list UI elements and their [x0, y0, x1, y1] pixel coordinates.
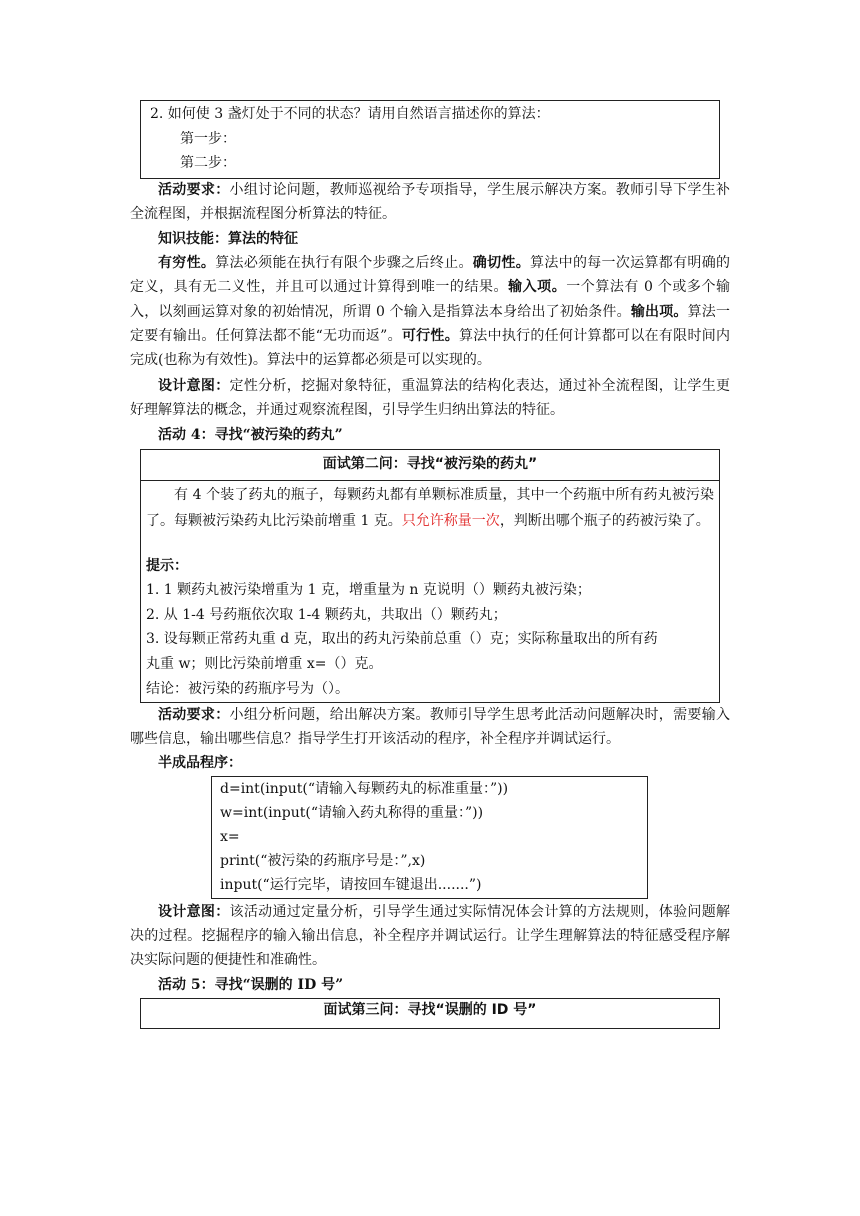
- step-two-label: 第二步：: [180, 155, 236, 171]
- algorithm-features: [130, 251, 730, 372]
- problem-text-a: 有 4 个装了药丸的瓶子，每颗药丸都有单颗标准质量，其中一个药瓶中所有药丸被污染了。每颗被污染药丸比污染前增重 1 克。: [146, 487, 714, 529]
- hint-three-b: 丸重 w；则比污染前增重 x=（）克。: [146, 656, 383, 672]
- id-box-title: 面试第三问：寻找“误删的 ID 号”: [323, 1002, 537, 1018]
- code-line: w=int(input(“请输入药丸称得的重量：”)): [220, 805, 484, 821]
- input-text: 一个算法有 0 个或多个输入，以刻画运算对象的初始情况，所谓 0 个输入是指算法本身给出了初始条件。: [130, 279, 731, 320]
- activity5-heading: 活动 5：寻找“误删的 ID 号”: [158, 977, 344, 993]
- output-label: 输出项。: [630, 303, 688, 320]
- requirement-text: 小组分析问题，给出解决方案。教师引导学生思考此活动问题解决时，需要输入哪些信息，输出哪些信息？指导学生打开该活动的程序，补全程序并调试运行。: [130, 707, 731, 747]
- code-line: input(“运行完毕，请按回车键退出.......”): [220, 877, 482, 893]
- activity4-heading: 活动 4：寻找“被污染的药丸”: [158, 427, 343, 443]
- input-label: 输入项。: [508, 279, 567, 296]
- hint-one: 1. 1 颗药丸被污染增重为 1 克，增重量为 n 克说明（）颗药丸被污染；: [146, 582, 591, 598]
- box-divider: [140, 480, 720, 481]
- weigh-once-highlight: 只允许称量一次: [401, 513, 500, 529]
- design-intent-text: 该活动通过定量分析，引导学生通过实际情况体会计算的方法规则，体验问题解决的过程。挖掘程序的输入输出信息，补全程序并调试运行。让学生理解算法的特征感受程序解决实际问题的便捷性和准确性。: [130, 904, 731, 968]
- output-text: 算法一定要有输出。任何算法都不能“无功而返”。: [130, 303, 730, 344]
- hint-two: 2. 从 1-4 号药瓶依次取 1-4 颗药丸，共取出（）颗药丸；: [146, 607, 507, 623]
- conclusion-line: 结论：被污染的药瓶序号为（）。: [146, 681, 349, 697]
- finiteness-text: 算法必须能在执行有限个步骤之后终止。: [215, 255, 473, 271]
- hint-label: 提示：: [146, 558, 188, 574]
- step-one-label: 第一步：: [180, 131, 236, 147]
- feasibility-text: 算法中执行的任何计算都可以在有限时间内完成(也称为有效性)。算法中的运算都必须是可以实现的。: [130, 327, 731, 369]
- definiteness-text: 算法中的每一次运算都有明确的定义，具有无二义性，并且可以通过计算得到唯一的结果。: [130, 255, 731, 296]
- requirement-label: 活动要求：: [158, 707, 230, 723]
- pill-problem-text: [146, 482, 714, 534]
- design-intent-label: 设计意图：: [158, 378, 230, 394]
- knowledge-heading: 知识技能：算法的特征: [158, 231, 298, 247]
- pill-box-title: 面试第二问：寻找“被污染的药丸”: [322, 456, 538, 472]
- finiteness-label: 有穷性。: [158, 255, 216, 271]
- code-line: d=int(input(“请输入每颗药丸的标准重量：”)): [220, 781, 509, 797]
- design-intent-label: 设计意图：: [158, 904, 230, 920]
- requirement-label: 活动要求：: [158, 182, 230, 198]
- activity3-design-intent: [130, 374, 730, 422]
- design-intent-text: 定性分析，挖掘对象特征，重温算法的结构化表达，通过补全流程图，让学生更好理解算法的概念，并通过观察流程图，引导学生归纳出算法的特征。: [130, 378, 731, 418]
- requirement-text: 小组讨论问题，教师巡视给予专项指导，学生展示解决方案。教师引导下学生补全流程图，并根据流程图分析算法的特征。: [130, 182, 731, 222]
- activity4-requirement: [130, 703, 730, 751]
- question-line: 2. 如何使 3 盏灯处于不同的状态？请用自然语言描述你的算法：: [150, 106, 550, 122]
- hint-three-a: 3. 设每颗正常药丸重 d 克，取出的药丸污染前总重（）克；实际称量取出的所有药: [146, 631, 658, 647]
- activity4-design-intent: [130, 900, 730, 972]
- program-heading: 半成品程序：: [158, 755, 242, 771]
- code-line: print(“被污染的药瓶序号是：”,x): [220, 853, 426, 869]
- activity3-requirement: [130, 178, 730, 226]
- definiteness-label: 确切性。: [472, 255, 531, 271]
- problem-text-b: ，判断出哪个瓶子的药被污染了。: [499, 513, 710, 529]
- code-line: x=: [220, 829, 240, 845]
- feasibility-label: 可行性。: [401, 327, 459, 344]
